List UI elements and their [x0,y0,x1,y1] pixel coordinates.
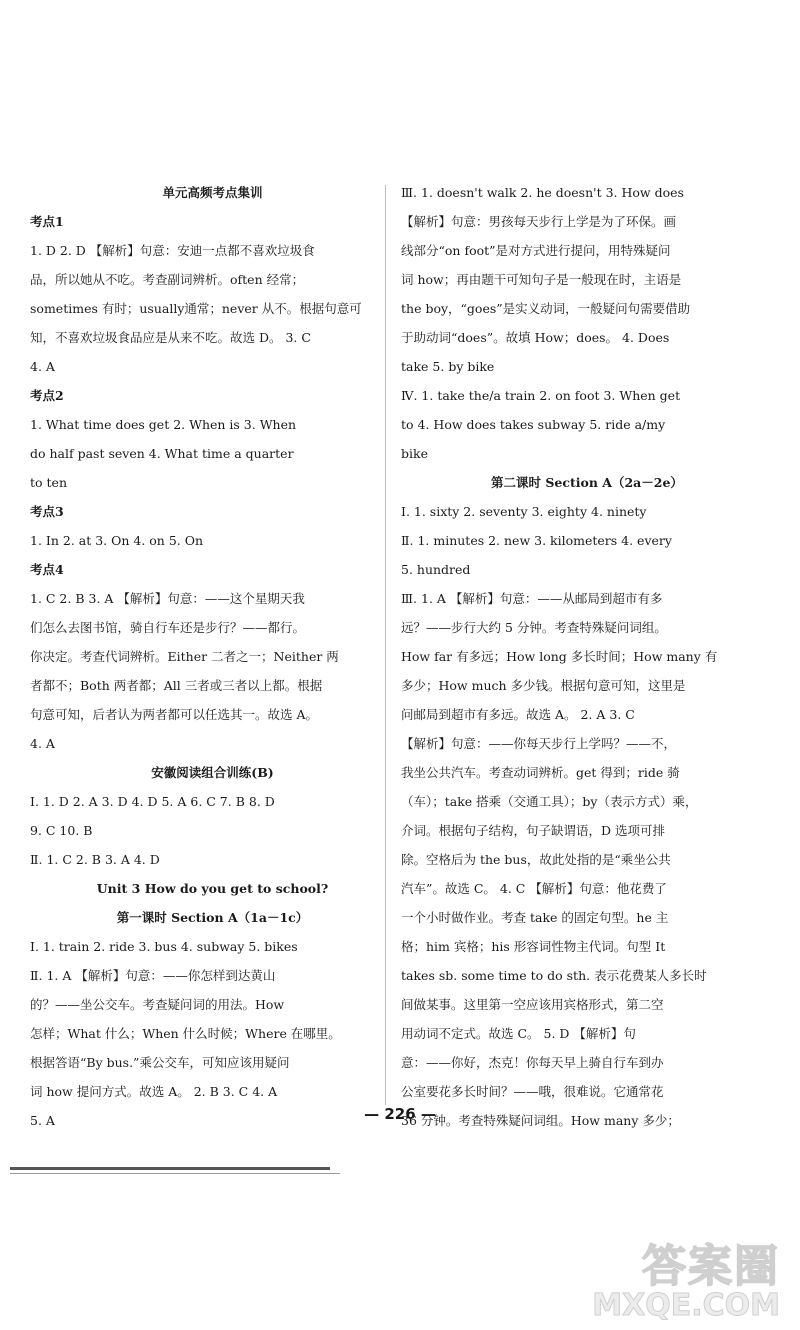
answer-line: Ⅲ. 1. A 【解析】句意：——从邮局到超市有多 [401,591,663,606]
answer-line: 词 how 提问方式。故选 A。 2. B 3. C 4. A [30,1084,278,1099]
answer-line: 你决定。考查代词辨析。Either 二者之一；Neither 两 [30,649,339,664]
subsection-heading: 考点2 [30,388,64,403]
answer-line: the boy，“goes”是实义动词，一般疑问句需要借助 [401,301,691,316]
answer-line: 知，不喜欢垃圾食品应是从来不吃。故选 D。 3. C [30,330,311,345]
answer-line: 1. In 2. at 3. On 4. on 5. On [30,533,204,548]
answer-line: to 4. How does takes subway 5. ride a/my [401,417,666,432]
answer-line: 用动词不定式。故选 C。 5. D 【解析】句 [401,1026,636,1041]
subsection-heading: 考点3 [30,504,64,519]
answer-line: Ⅳ. 1. take the/a train 2. on foot 3. When get [401,388,681,403]
answer-line: 除。空格后为 the bus，故此处指的是“乘坐公共 [401,852,671,867]
section-heading: 第一课时 Section A（1a－1c） [116,910,309,925]
answer-line: 问邮局到超市有多远。故选 A。 2. A 3. C [401,707,635,722]
answer-line: 的？——坐公交车。考查疑问词的用法。How [30,997,285,1012]
answer-line: 线部分“on foot”是对方式进行提问，用特殊疑问 [401,243,671,258]
answer-line: 5. A [30,1113,55,1128]
answer-line: 词 how；再由题干可知句子是一般现在时，主语是 [401,272,682,287]
answer-line: 我坐公共汽车。考查动词辨析。get 得到；ride 骑 [401,765,680,780]
answer-line: 者都不；Both 两者都；All 三者或三者以上都。根据 [30,678,323,693]
answer-line: 汽车”。故选 C。 4. C 【解析】句意：他花费了 [401,881,667,896]
answer-line: to ten [30,475,67,490]
answer-line: Ⅲ. 1. doesn't walk 2. he doesn't 3. How does [401,185,684,200]
bottom-rule-thin [10,1173,340,1174]
answer-line: 4. A [30,359,55,374]
answer-line: 句意可知，后者认为两者都可以任选其一。故选 A。 [30,707,319,722]
left-column [30,178,395,1135]
answer-line: 1. What time does get 2. When is 3. When [30,417,297,432]
answer-line: 1. C 2. B 3. A 【解析】句意：——这个星期天我 [30,591,305,606]
answer-line: 远？——步行大约 5 分钟。考查特殊疑问词组。 [401,620,667,635]
bottom-rule [10,1167,330,1170]
answer-line: （车）；take 搭乘（交通工具）；by（表示方式）乘， [401,794,698,809]
right-column [401,178,773,1135]
watermark-bottom: MXQE.COM [592,1288,780,1323]
watermark-top: 答案圈 [642,1241,780,1292]
answer-line: 9. C 10. B [30,823,93,838]
answer-line: 1. D 2. D 【解析】句意：安迪一点都不喜欢垃圾食 [30,243,315,258]
answer-line: 根据答语“By bus.”乘公交车，可知应该用疑问 [30,1055,290,1070]
answer-line: 【解析】句意：男孩每天步行上学是为了环保。画 [401,214,677,229]
answer-line: Ⅱ. 1. minutes 2. new 3. kilometers 4. every [401,533,672,548]
answer-line: Ⅰ. 1. sixty 2. seventy 3. eighty 4. ninety [401,504,647,519]
answer-line: 意：——你好，杰克！你每天早上骑自行车到办 [401,1055,664,1070]
answer-line: 36 分钟。考查特殊疑问词组。How many 多少； [401,1113,680,1128]
answer-line: 格；him 宾格；his 形容词性物主代词。句型 It [401,939,666,954]
column-divider [385,185,386,1105]
section-heading: 安徽阅读组合训练(B) [151,765,274,780]
answer-line: 公室要花多长时间？——哦，很难说。它通常花 [401,1084,664,1099]
page-number: — 226 — [364,1105,436,1123]
answer-line: 怎样；What 什么；When 什么时候；Where 在哪里。 [30,1026,341,1041]
answer-line: take 5. by bike [401,359,495,374]
subsection-heading: 考点4 [30,562,64,577]
answer-line: 4. A [30,736,55,751]
answer-line: 品，所以她从不吃。考查副词辨析。often 经常； [30,272,305,287]
watermark-logo [430,1230,790,1325]
subsection-heading: 考点1 [30,214,64,229]
answer-line: do half past seven 4. What time a quarter [30,446,294,461]
answer-line: takes sb. some time to do sth. 表示花费某人多长时 [401,968,707,983]
answer-line: Ⅰ. 1. train 2. ride 3. bus 4. subway 5. bikes [30,939,298,954]
section-heading: Unit 3 How do you get to school? [96,881,329,896]
answer-line: 多少；How much 多少钱。根据句意可知，这里是 [401,678,686,693]
answer-line: 【解析】句意：——你每天步行上学吗？——不， [401,736,677,751]
answer-line: 间做某事。这里第一空应该用宾格形式，第二空 [401,997,664,1012]
section-heading: 单元高频考点集训 [162,185,263,200]
answer-line: How far 有多远；How long 多长时间；How many 有 [401,649,718,664]
answer-line: Ⅱ. 1. C 2. B 3. A 4. D [30,852,160,867]
answer-line: 5. hundred [401,562,471,577]
answer-line: sometimes 有时；usually通常；never 从不。根据句意可 [30,301,362,316]
answer-line: 介词。根据句子结构，句子缺谓语，D 选项可排 [401,823,665,838]
answer-line: Ⅱ. 1. A 【解析】句意：——你怎样到达黄山 [30,968,276,983]
answer-line: bike [401,446,428,461]
answer-line: Ⅰ. 1. D 2. A 3. D 4. D 5. A 6. C 7. B 8. D [30,794,275,809]
answer-line: 于助动词“does”。故填 How；does。 4. Does [401,330,670,345]
section-heading: 第二课时 Section A（2a－2e） [491,475,683,490]
answer-line: 一个小时做作业。考查 take 的固定句型。he 主 [401,910,669,925]
answer-line: 们怎么去图书馆，骑自行车还是步行？——都行。 [30,620,306,635]
